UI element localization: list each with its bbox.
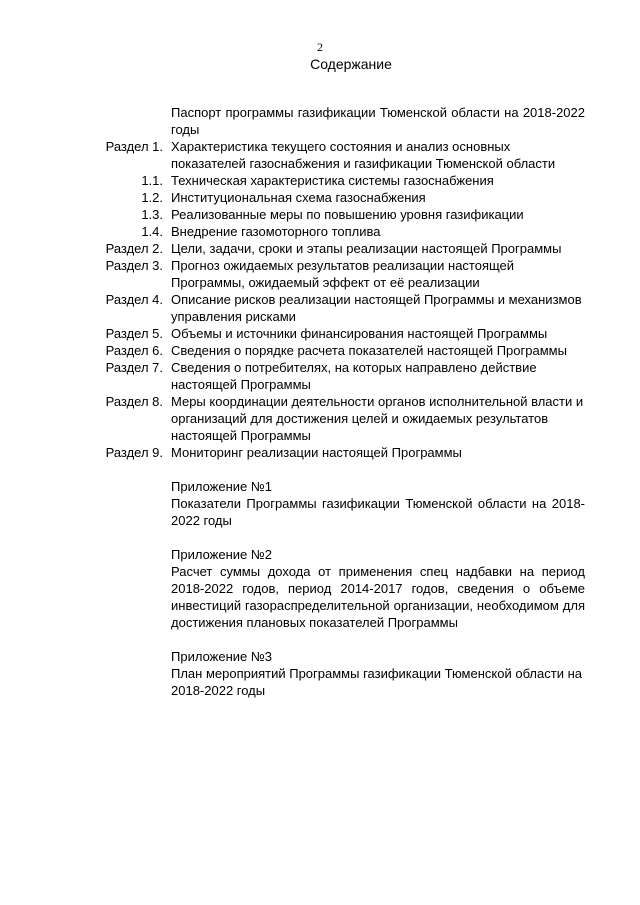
toc-text: Меры координации деятельности органов исполнительной власти и организаций для достижения целей и ожидаемых результатов настоящей Программы bbox=[171, 394, 584, 443]
toc-text: Внедрение газомоторного топлива bbox=[171, 224, 381, 239]
toc-section-8 bbox=[105, 393, 585, 444]
toc-text: Сведения о потребителях, на которых направлено действие настоящей Программы bbox=[171, 360, 537, 392]
toc-passport-text: Паспорт программы газификации Тюменской области на 2018-2022 годы bbox=[171, 105, 585, 137]
toc-text: Прогноз ожидаемых результатов реализации настоящей Программы, ожидаемый эффект от её реализации bbox=[171, 258, 515, 290]
toc-passport bbox=[105, 104, 585, 138]
appendix-label: Приложение №3 bbox=[171, 649, 273, 664]
toc-num: 1.2. bbox=[141, 190, 163, 205]
toc-section-5 bbox=[105, 325, 585, 342]
toc-appendix-2 bbox=[171, 546, 585, 631]
toc-subsection-1-2 bbox=[105, 189, 585, 206]
table-of-contents bbox=[105, 104, 585, 699]
page-number: 2 bbox=[317, 40, 323, 54]
toc-text: Техническая характеристика системы газоснабжения bbox=[171, 173, 494, 188]
toc-section-6 bbox=[105, 342, 585, 359]
toc-num: Раздел 4. bbox=[105, 292, 163, 307]
toc-subsection-1-3 bbox=[105, 206, 585, 223]
toc-text: Характеристика текущего состояния и анализ основных показателей газоснабжения и газификации Тюменской области bbox=[171, 139, 556, 171]
toc-section-2 bbox=[105, 240, 585, 257]
toc-num: 1.1. bbox=[141, 173, 163, 188]
toc-num: 1.4. bbox=[141, 224, 163, 239]
toc-num: 1.3. bbox=[141, 207, 163, 222]
toc-num: Раздел 9. bbox=[105, 445, 163, 460]
toc-text: Институциональная схема газоснабжения bbox=[171, 190, 426, 205]
toc-text: Реализованные меры по повышению уровня газификации bbox=[171, 207, 524, 222]
toc-num: Раздел 5. bbox=[105, 326, 163, 341]
toc-appendix-1 bbox=[171, 478, 585, 529]
toc-num: Раздел 2. bbox=[105, 241, 163, 256]
toc-section-1 bbox=[105, 138, 585, 172]
toc-text: Мониторинг реализации настоящей Программы bbox=[171, 445, 462, 460]
appendix-text: План мероприятий Программы газификации Тюменской области на 2018-2022 годы bbox=[171, 666, 582, 698]
toc-subsection-1-1 bbox=[105, 172, 585, 189]
toc-text: Цели, задачи, сроки и этапы реализации настоящей Программы bbox=[171, 241, 562, 256]
page-title: Содержание bbox=[310, 56, 392, 72]
appendix-label: Приложение №2 bbox=[171, 547, 273, 562]
appendix-label: Приложение №1 bbox=[171, 479, 273, 494]
toc-section-4 bbox=[105, 291, 585, 325]
appendix-text: Расчет суммы дохода от применения спец надбавки на период 2018-2022 годов, период 2014-2017 годов, сведения о объеме инвестиций газораспределительной организации, необходимом для достижения плановых показателей Программы bbox=[171, 564, 585, 630]
toc-section-7 bbox=[105, 359, 585, 393]
toc-num: Раздел 1. bbox=[105, 139, 163, 154]
toc-num: Раздел 7. bbox=[105, 360, 163, 375]
toc-text: Сведения о порядке расчета показателей настоящей Программы bbox=[171, 343, 567, 358]
toc-section-3 bbox=[105, 257, 585, 291]
toc-num: Раздел 8. bbox=[105, 394, 163, 409]
toc-text: Объемы и источники финансирования настоящей Программы bbox=[171, 326, 548, 341]
toc-section-9 bbox=[105, 444, 585, 461]
appendix-text: Показатели Программы газификации Тюменской области на 2018-2022 годы bbox=[171, 496, 585, 528]
toc-text: Описание рисков реализации настоящей Программы и механизмов управления рисками bbox=[171, 292, 582, 324]
toc-num: Раздел 6. bbox=[105, 343, 163, 358]
toc-num: Раздел 3. bbox=[105, 258, 163, 273]
toc-subsection-1-4 bbox=[105, 223, 585, 240]
toc-appendix-3 bbox=[171, 648, 585, 699]
